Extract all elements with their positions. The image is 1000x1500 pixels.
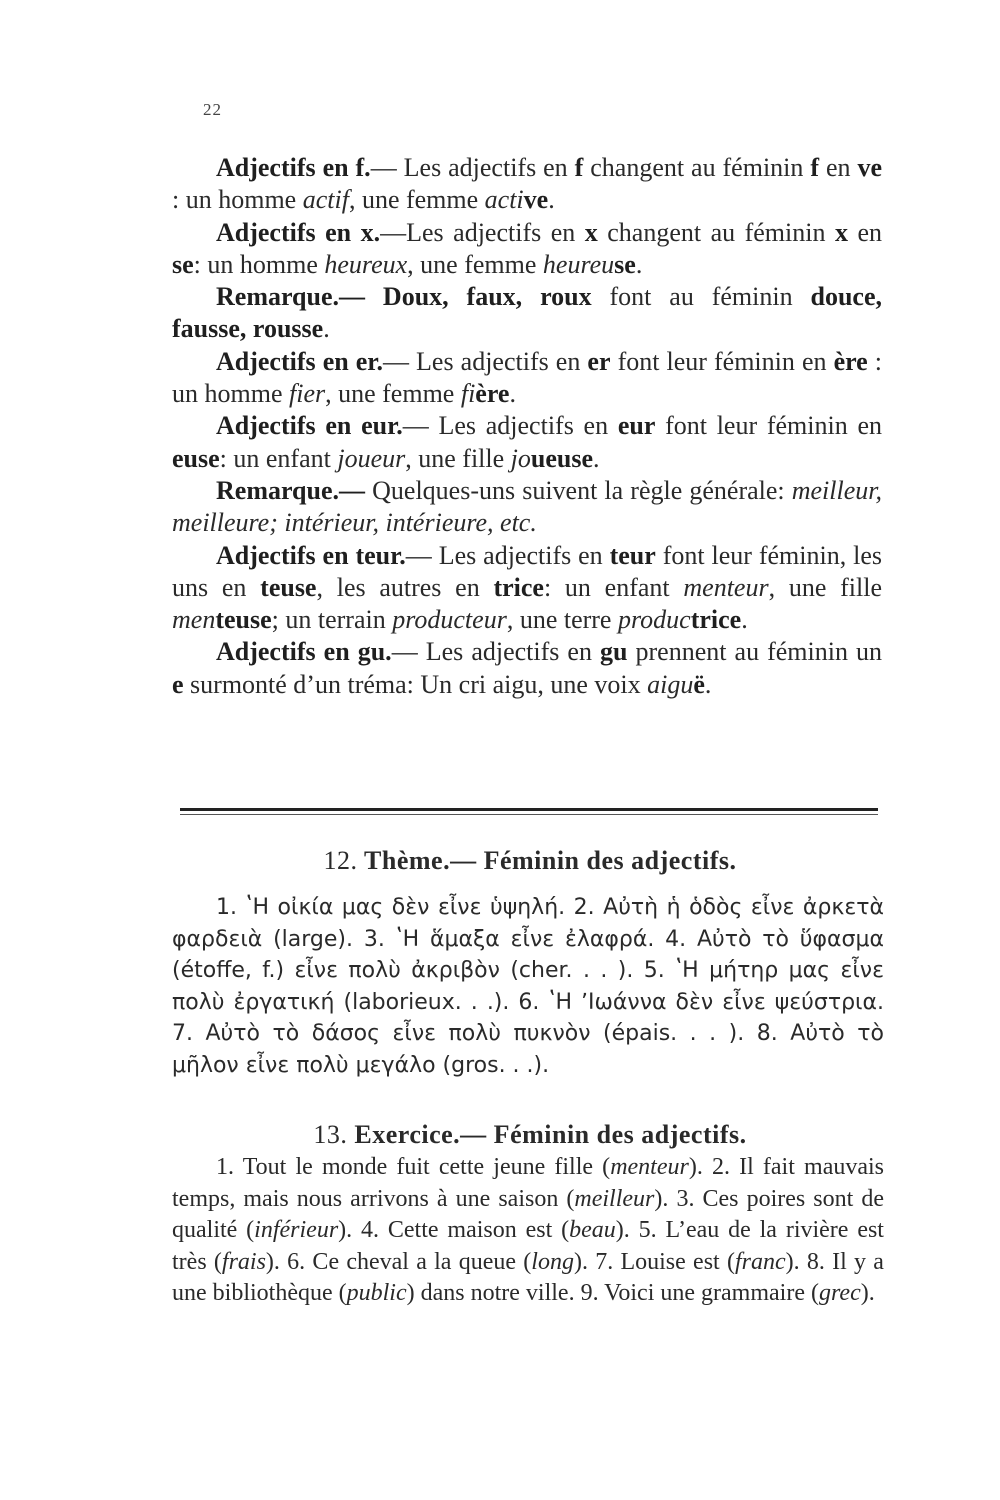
rule-text: , une femme xyxy=(348,185,485,215)
exercise-word: beau xyxy=(569,1217,616,1243)
rule-text: aigu, une voix xyxy=(492,669,648,699)
remark-forms: douce, fausse, rousse xyxy=(172,282,882,344)
rule-term: Adjectifs en x. xyxy=(216,217,381,247)
rule-text: en xyxy=(847,217,882,247)
exercise-word: public xyxy=(346,1280,407,1306)
rule-text: Les adjectifs en xyxy=(403,153,575,182)
rule-example: fi xyxy=(460,379,476,409)
rule-text: . xyxy=(635,249,643,279)
rule-example: produc xyxy=(617,605,691,635)
rule-term: Adjectifs en teur. xyxy=(216,540,406,570)
exercise-item-text: ). xyxy=(265,1248,288,1275)
rule-f: Adjectifs en f.— Les adjectifs en f changent au féminin f en ve : un homme actif, une femme active. xyxy=(172,153,882,215)
remark-text: . xyxy=(323,314,330,344)
remark-label: Remarque.— xyxy=(216,282,366,312)
rule-term: Adjectifs en gu. xyxy=(216,637,392,667)
rule-text: : un enfant xyxy=(543,572,684,602)
section-divider xyxy=(180,808,878,815)
rule-text: , une femme xyxy=(407,249,543,279)
rule-example: men xyxy=(172,605,216,635)
theme-heading xyxy=(180,846,880,876)
exercise-item-text: 4. Cette maison est ( xyxy=(361,1217,570,1243)
rule-text: , une fille xyxy=(768,572,882,602)
rule-text: font leur féminin en xyxy=(655,411,883,441)
rule-text: en xyxy=(819,153,858,182)
exercise-item-text: ). xyxy=(860,1280,875,1306)
rule-text: . xyxy=(548,185,555,215)
rule-text: ; un terrain xyxy=(271,605,393,635)
page-number: 22 xyxy=(203,100,222,119)
exercise-item-text: ). xyxy=(654,1185,677,1212)
exercise-item-text: 7. Louise est ( xyxy=(595,1248,735,1275)
rule-x: Adjectifs en x.—Les adjectifs en x changent au féminin x en se: un homme heureux, une femme heureuse. xyxy=(172,217,882,279)
rule-example: joueur xyxy=(337,443,406,473)
divider-thin-line xyxy=(180,814,878,815)
rule-bold: ve xyxy=(857,153,882,182)
rule-text: changent au féminin xyxy=(597,217,835,247)
rule-bold: x xyxy=(584,217,598,247)
rule-example: jo xyxy=(510,443,531,473)
rule-text: changent au féminin xyxy=(583,153,811,182)
theme-text: 1. ʽΗ οἰκία μας δὲν εἶνε ὑψηλή. 2. Αὐτὴ ἡ ὁδὸς εἶνε ἀρκετὰ φαρδειὰ (large). 3. ʽΗ ἅμαξα εἶνε ἐλαφρά. 4. Αὐτὸ τὸ ὕφασμα (étoffe, f.) εἶνε πολὺ ἀκριβὸν (cher. . . ). 5. ʽΗ μήτηρ μας εἶνε πολὺ ἐργατική (laborieux. . .). 6. ʽΗ ʼΙωάννα δὲν εἶνε ψεύστρια. 7. Αὐτὸ τὸ δάσος εἶνε πολὺ πυκνὸν (épais. . . ). 8. Αὐτὸ τὸ μῆλον εἶνε πολὺ μεγάλο (gros. . .). xyxy=(172,895,884,1078)
remark-quelques xyxy=(172,475,882,540)
exercise-number: 13. xyxy=(313,1120,348,1149)
rule-text: : un homme xyxy=(172,346,883,409)
rule-example: heureu xyxy=(542,249,615,279)
exercise-body xyxy=(172,1152,884,1310)
rule-text: : un homme xyxy=(193,249,325,279)
remark-forms: meilleur, meilleure; intérieur, intérieure, etc. xyxy=(172,475,882,538)
rule-text: prennent au féminin un xyxy=(627,637,883,667)
rule-text: Les adjectifs en xyxy=(438,411,618,441)
remark-text: font au féminin xyxy=(591,282,811,312)
rule-text: surmonté d’un tréma: Un cri xyxy=(183,669,493,699)
exercise-title: Exercice.— Féminin des adjectifs. xyxy=(354,1120,747,1149)
exercise-item-text: 5. L’eau de la rivière est très ( xyxy=(172,1217,884,1275)
exercise-item-text: ). xyxy=(615,1217,639,1243)
exercise-item-text: 2. Il fait mauvais temps, mais nous arrivons à une saison ( xyxy=(172,1154,885,1212)
rule-bold: teuse xyxy=(260,572,317,602)
rule-ending: ve xyxy=(523,185,549,215)
rule-bold: er xyxy=(587,346,611,376)
exercise-item-text: ). xyxy=(785,1248,807,1275)
rule-eur: Adjectifs en eur.— Les adjectifs en eur font leur féminin en euse: un enfant joueur, une fille joueuse. xyxy=(172,411,883,473)
exercise-item-text: 6. Ce cheval a la queue ( xyxy=(287,1248,532,1275)
exercise-word: meilleur xyxy=(574,1185,655,1212)
rule-ending: ueuse xyxy=(530,443,594,473)
exercise-word: menteur xyxy=(610,1154,689,1180)
exercise-item-text: 1. Tout le monde fuit cette jeune fille ( xyxy=(216,1154,611,1180)
rule-ending: ère xyxy=(475,379,510,409)
adjective-rules xyxy=(172,152,882,701)
rule-text: . xyxy=(509,379,516,409)
exercise-item-text: ). xyxy=(338,1217,362,1243)
rule-ending: se xyxy=(614,249,636,279)
remark-label: Remarque.— xyxy=(216,475,366,505)
rule-text: . xyxy=(741,605,748,635)
rule-ending: ë xyxy=(693,669,705,699)
rule-example: menteur xyxy=(683,572,769,602)
rule-example: actif xyxy=(302,185,349,215)
exercise-item-text: 8. Il y a une bibliothèque ( xyxy=(172,1248,884,1306)
rule-bold: f xyxy=(810,153,820,182)
remark-bold: Doux, faux, roux xyxy=(382,282,592,312)
rule-bold: se xyxy=(172,249,194,279)
rule-bold: f xyxy=(574,153,584,182)
rule-text: font leur féminin en xyxy=(610,346,834,376)
theme-number: 12. xyxy=(323,846,358,875)
exercise-item-text: ) dans notre ville. xyxy=(406,1280,581,1306)
exercise-word: franc xyxy=(734,1248,786,1275)
rule-text: , les autres en xyxy=(316,572,494,602)
rule-text: . xyxy=(704,669,712,699)
exercise-word: grec xyxy=(818,1280,861,1306)
rule-text: , une fille xyxy=(405,443,511,473)
exercise-item-text: 3. Ces poires sont de qualité ( xyxy=(172,1185,885,1243)
rule-text: : un homme xyxy=(172,185,303,215)
rule-ending: teuse xyxy=(215,605,272,635)
exercise-item-text: ). xyxy=(688,1154,712,1180)
theme-body xyxy=(172,892,884,1081)
exercise-text xyxy=(172,1152,884,1310)
rule-example: aigu xyxy=(647,669,694,699)
rule-bold: gu xyxy=(600,637,628,667)
rule-text: Les adjectifs en xyxy=(425,637,601,667)
exercise-item-text: 9. Voici une grammaire ( xyxy=(580,1280,819,1306)
rule-teur: Adjectifs en teur.— Les adjectifs en teur font leur féminin, les uns en teuse, les autres en trice: un enfant menteur, une fille menteuse; un terrain producteur, une terre productrice. xyxy=(172,540,883,635)
rule-bold: e xyxy=(172,669,184,699)
rule-text: Les adjectifs en xyxy=(416,346,588,376)
rule-bold: ère xyxy=(833,346,868,376)
rule-example: heureux xyxy=(324,249,408,279)
exercise-word: frais xyxy=(221,1248,266,1275)
rule-term: Adjectifs en er. xyxy=(216,346,383,376)
rule-text: font leur féminin, les uns en xyxy=(172,540,883,602)
rule-term: Adjectifs en f. xyxy=(216,153,371,182)
rule-bold: eur xyxy=(617,411,656,441)
rule-bold: trice xyxy=(493,572,544,602)
exercise-item-text: ). xyxy=(573,1248,596,1275)
rule-term: Adjectifs en eur. xyxy=(216,411,403,441)
rule-bold: euse xyxy=(172,443,220,473)
rule-text: , une terre xyxy=(506,605,618,635)
rule-example: producteur xyxy=(392,605,507,635)
rule-bold: teur xyxy=(609,540,656,570)
remark-doux xyxy=(172,281,882,346)
rule-text: : un enfant xyxy=(219,443,338,473)
theme-title: Thème.— Féminin des adjectifs. xyxy=(364,846,737,875)
rule-example: acti xyxy=(484,185,524,215)
exercise-heading xyxy=(180,1120,880,1150)
remark-text: Quelques-uns suivent la règle générale: xyxy=(372,475,792,505)
rule-example: fier xyxy=(289,379,326,409)
divider-thick-line xyxy=(180,808,878,811)
rule-gu: Adjectifs en gu.— Les adjectifs en gu prennent au féminin un e surmonté d’un tréma: Un cri aigu, une voix aiguë. xyxy=(172,637,883,699)
exercise-word: inférieur xyxy=(254,1217,339,1243)
rule-er: Adjectifs en er.— Les adjectifs en er font leur féminin en ère : un homme fier, une femme fière. xyxy=(172,346,883,409)
rule-ending: trice xyxy=(690,605,742,635)
rule-bold: x xyxy=(834,217,848,247)
rule-text: , une femme xyxy=(325,379,461,409)
rule-text: . xyxy=(593,443,600,473)
rule-text: Les adjectifs en xyxy=(438,540,610,570)
exercise-word: long xyxy=(531,1248,574,1275)
rule-text: Les adjectifs en xyxy=(406,217,585,247)
